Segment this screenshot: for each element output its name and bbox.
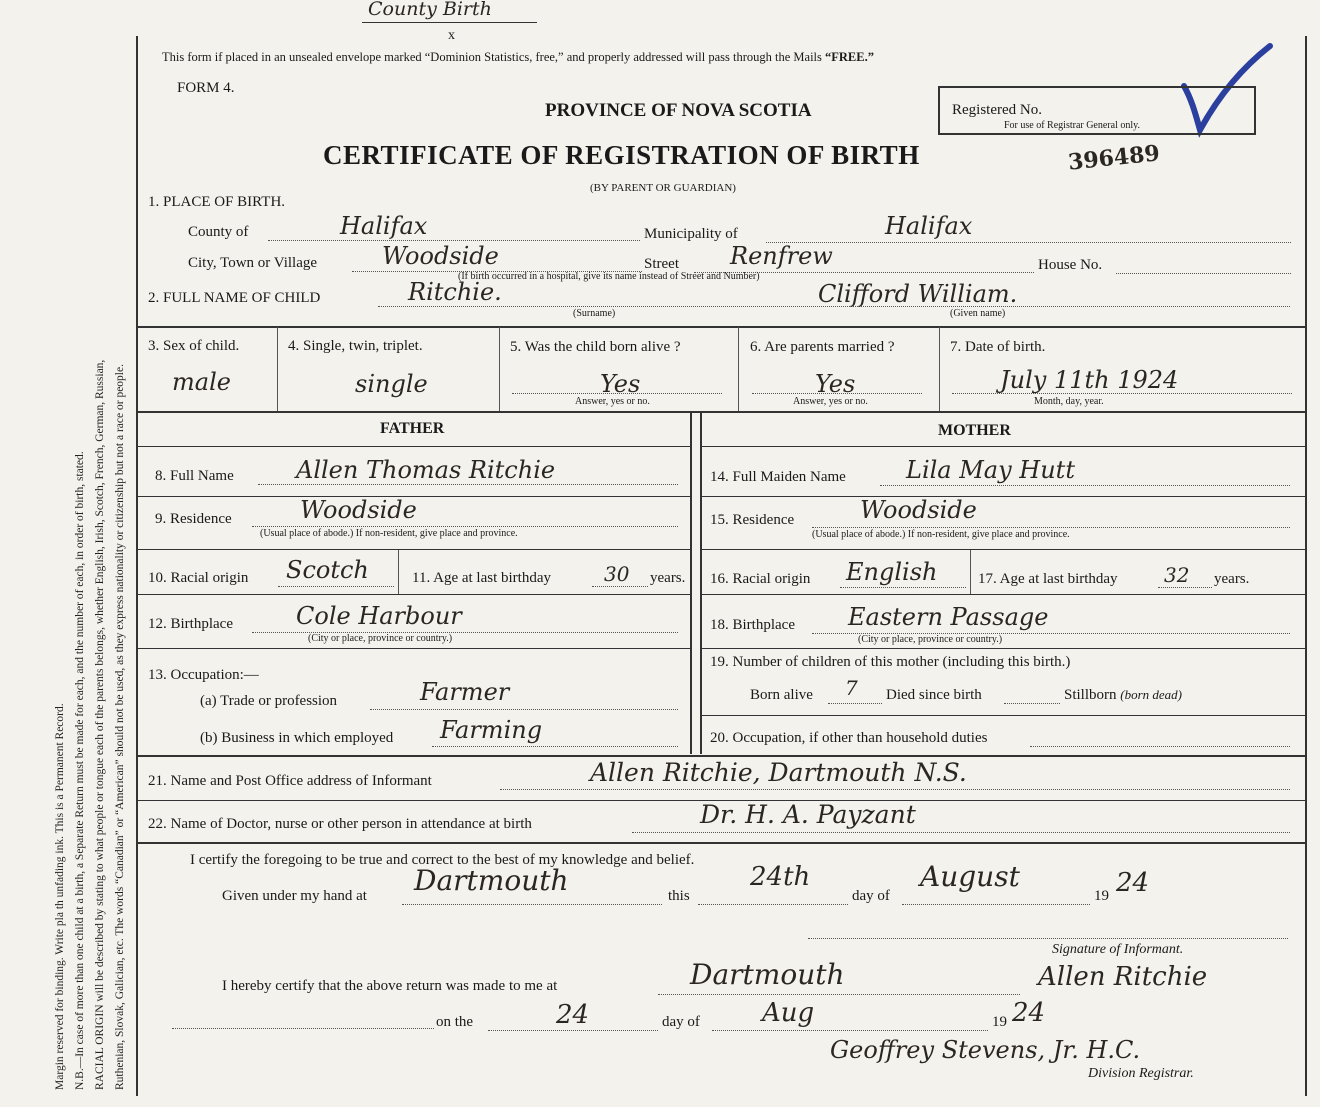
registrar-year-prefix: 19 xyxy=(992,1014,1007,1030)
mother-age: 32 xyxy=(1164,563,1190,587)
father-abode-caption: (Usual place of abode.) If non-resident, give place and province. xyxy=(260,528,518,539)
child-given-name: Clifford William. xyxy=(818,280,1018,308)
children-label: 19. Number of children of this mother (including this birth.) xyxy=(710,654,1071,670)
place-heading: 1. PLACE OF BIRTH. xyxy=(148,194,286,210)
registered-box xyxy=(938,86,1256,135)
house-label: House No. xyxy=(1038,257,1103,273)
this-label: this xyxy=(668,888,690,904)
side-note-1: Margin reserved for binding. Write pla th unfading ink. This is a Permanent Record. xyxy=(54,703,66,1090)
mother-racial: English xyxy=(846,558,938,586)
father-name: Allen Thomas Ritchie xyxy=(296,456,556,484)
registrar-signature: Geoffrey Stevens, Jr. H.C. xyxy=(830,1036,1141,1064)
dob-label: 7. Date of birth. xyxy=(950,339,1046,355)
alive-caption: Answer, yes or no. xyxy=(575,396,650,407)
side-note-2: N.B.—In case of more than one child at a birth, a Separate Return must be made for each, and the number of each, in order of birth, stated. xyxy=(74,451,86,1090)
notice-free: “FREE.” xyxy=(825,50,874,64)
certify-text: I certify the foregoing to be true and correct to the best of my knowledge and belief. xyxy=(190,852,695,868)
father-age: 30 xyxy=(604,562,630,586)
county-birth-annotation: County Birth xyxy=(368,0,492,20)
father-residence-label: 9. Residence xyxy=(155,511,232,527)
side-note-3: RACIAL ORIGIN will be described by stating to what people or tongue each of the parents belongs, whether English, Irish, Scotch, French, German, Russian, xyxy=(94,359,106,1090)
street-value: Renfrew xyxy=(730,242,833,270)
sex-label: 3. Sex of child. xyxy=(148,338,240,354)
born-alive-value: 7 xyxy=(845,676,858,700)
county-value: Halifax xyxy=(340,212,428,240)
column-divider xyxy=(690,412,692,754)
business-value: Farming xyxy=(440,716,543,744)
mother-residence: Woodside xyxy=(860,496,977,524)
born-alive-label: Born alive xyxy=(750,687,813,703)
x-mark: x xyxy=(448,28,455,43)
registration-number: 396489 xyxy=(1066,140,1161,176)
street-label: Street xyxy=(644,256,679,272)
father-years: years. xyxy=(650,570,686,586)
married-value: Yes xyxy=(815,370,856,398)
father-racial-label: 10. Racial origin xyxy=(148,570,249,586)
father-birthplace-caption: (City or place, province or country.) xyxy=(308,633,453,644)
informant-signature-caption: Signature of Informant. xyxy=(1052,942,1184,957)
county-label: County of xyxy=(188,224,249,240)
certify-place: Dartmouth xyxy=(414,864,569,897)
dob-caption: Month, day, year. xyxy=(1034,396,1104,407)
registered-note: For use of Registrar General only. xyxy=(1004,120,1140,131)
mother-birthplace-caption: (City or place, province or country.) xyxy=(858,634,1003,645)
given-label: Given under my hand at xyxy=(222,888,367,904)
side-note-4: Ruthenian, Slovak, Galician, etc. The words “Canadian” or “American” should not be used, as they express nationality or citizenship but not a race or people. xyxy=(114,364,126,1090)
stillborn-note: (born dead) xyxy=(1120,687,1183,702)
father-residence: Woodside xyxy=(300,496,417,524)
mother-name-label: 14. Full Maiden Name xyxy=(710,469,846,485)
informant-signature: Allen Ritchie xyxy=(1038,962,1208,992)
occupation-label: 13. Occupation:— xyxy=(148,667,259,683)
on-the-label: on the xyxy=(436,1014,474,1030)
stillborn-text: Stillborn xyxy=(1064,687,1117,703)
registrar-day: 24 xyxy=(556,1000,590,1030)
notice-text xyxy=(162,50,874,65)
day-of-label: day of xyxy=(852,888,890,904)
surname-caption: (Surname) xyxy=(573,308,616,319)
father-name-label: 8. Full Name xyxy=(155,468,234,484)
alive-label: 5. Was the child born alive ? xyxy=(510,339,681,355)
underline-mark xyxy=(362,22,537,23)
city-label: City, Town or Village xyxy=(188,255,318,271)
left-border xyxy=(136,36,138,1096)
page-title: CERTIFICATE OF REGISTRATION OF BIRTH xyxy=(323,140,920,170)
registrar-year: 24 xyxy=(1012,998,1046,1028)
divider xyxy=(137,326,1305,328)
hospital-note: (If birth occurred in a hospital, give its name instead of Street and Number) xyxy=(458,271,760,282)
mother-racial-label: 16. Racial origin xyxy=(710,571,811,587)
trade-value: Farmer xyxy=(420,678,510,706)
father-racial: Scotch xyxy=(286,556,369,584)
child-name-label: 2. FULL NAME OF CHILD xyxy=(148,290,321,306)
certify-month: August xyxy=(920,860,1020,893)
sex-value: male xyxy=(172,368,231,396)
registrar-caption: Division Registrar. xyxy=(1088,1066,1194,1081)
mother-abode-caption: (Usual place of abode.) If non-resident, give place and province. xyxy=(812,529,1070,540)
municipality-label: Municipality of xyxy=(644,226,738,242)
registered-label: Registered No. xyxy=(952,102,1042,118)
informant-label: 21. Name and Post Office address of Informant xyxy=(148,773,432,789)
trade-label: (a) Trade or profession xyxy=(200,693,338,709)
mother-birthplace-label: 18. Birthplace xyxy=(710,617,795,633)
right-border xyxy=(1305,36,1307,1096)
municipality-value: Halifax xyxy=(885,212,973,240)
certify-year: 24 xyxy=(1116,868,1150,898)
plurality-label: 4. Single, twin, triplet. xyxy=(288,338,423,354)
mother-name: Lila May Hutt xyxy=(906,456,1075,484)
doctor-value: Dr. H. A. Payzant xyxy=(700,800,916,829)
stillborn-label xyxy=(1064,687,1182,704)
died-label: Died since birth xyxy=(886,687,982,703)
certify-day: 24th xyxy=(750,862,811,892)
child-surname: Ritchie. xyxy=(408,278,502,306)
given-caption: (Given name) xyxy=(950,308,1006,319)
dob-value: July 11th 1924 xyxy=(1000,366,1179,394)
married-label: 6. Are parents married ? xyxy=(750,339,895,355)
registrar-day-of-label: day of xyxy=(662,1014,700,1030)
city-value: Woodside xyxy=(382,242,499,270)
province-heading: PROVINCE OF NOVA SCOTIA xyxy=(545,100,812,121)
mother-residence-label: 15. Residence xyxy=(710,512,795,528)
plurality-value: single xyxy=(355,370,428,398)
certify-year-prefix: 19 xyxy=(1094,888,1109,904)
form-number: FORM 4. xyxy=(177,80,235,96)
business-label: (b) Business in which employed xyxy=(200,730,394,746)
notice-body: This form if placed in an unsealed envelope marked “Dominion Statistics, free,” and properly addressed will pass through the Mails xyxy=(162,50,822,64)
mother-years: years. xyxy=(1214,571,1250,587)
father-age-label: 11. Age at last birthday xyxy=(412,570,551,586)
married-caption: Answer, yes or no. xyxy=(793,396,868,407)
mother-birthplace: Eastern Passage xyxy=(848,603,1049,631)
father-birthplace-label: 12. Birthplace xyxy=(148,616,233,632)
father-heading: FATHER xyxy=(380,420,445,437)
registrar-text: I hereby certify that the above return was made to me at xyxy=(222,978,558,994)
informant-value: Allen Ritchie, Dartmouth N.S. xyxy=(590,758,967,787)
alive-value: Yes xyxy=(600,370,641,398)
father-birthplace: Cole Harbour xyxy=(296,602,462,630)
registrar-place: Dartmouth xyxy=(690,958,845,991)
registrar-month: Aug xyxy=(762,998,815,1028)
mother-heading: MOTHER xyxy=(938,422,1011,439)
mother-age-label: 17. Age at last birthday xyxy=(978,571,1118,587)
mother-occupation-label: 20. Occupation, if other than household duties xyxy=(710,730,988,746)
doctor-label: 22. Name of Doctor, nurse or other person in attendance at birth xyxy=(148,816,532,832)
page-subtitle: (BY PARENT OR GUARDIAN) xyxy=(590,182,736,194)
